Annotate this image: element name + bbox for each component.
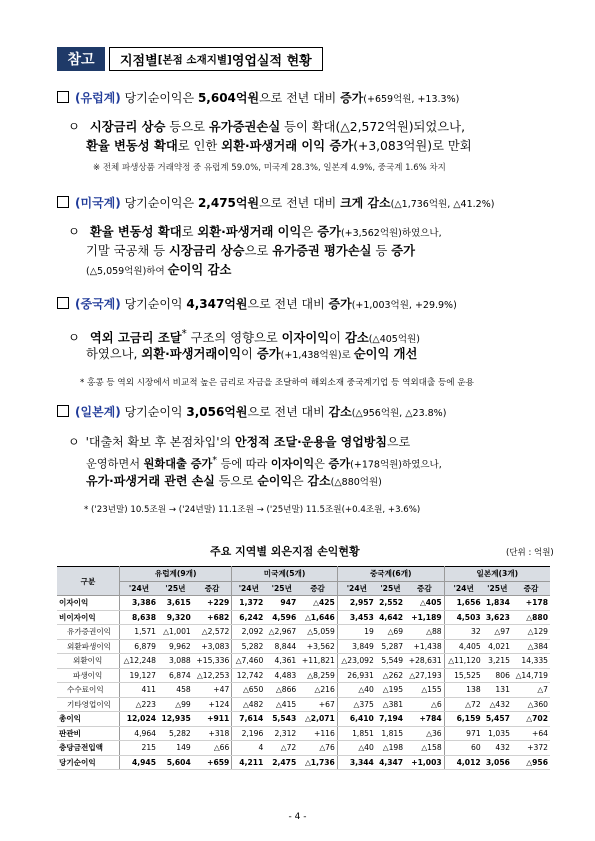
us-text: 유가증권 평가손실 — [272, 244, 372, 258]
table-cell: 2,196 — [232, 726, 265, 741]
table-unit: (단위 : 억원) — [506, 548, 554, 558]
column-subheader: 증감 — [298, 581, 337, 596]
checkbox-square-icon — [57, 297, 69, 309]
eu-text: 외환·파생거래 이익 증가 — [221, 139, 354, 153]
column-subheader: '24년 — [337, 581, 376, 596]
jp-text: 순이익 — [257, 474, 293, 488]
table-cell: △11,120 — [444, 654, 483, 669]
eu-point-1 — [68, 119, 465, 135]
group-header-cn: 중국계(6개) — [337, 567, 444, 582]
jp-text: 원화대출 증가 — [143, 457, 213, 471]
table-cell: 1,815 — [376, 726, 405, 741]
table-cell: 32 — [444, 625, 483, 640]
cn-point-1b — [86, 346, 417, 364]
table-cell: 4,211 — [232, 755, 265, 770]
table-cell: 432 — [483, 741, 512, 756]
jp-text: (△880억원) — [330, 477, 382, 488]
group-header-eu: 유럽계(9개) — [120, 567, 232, 582]
table-cell: △1,646 — [298, 610, 337, 625]
table-cell: 8,638 — [120, 610, 159, 625]
table-cell: △155 — [405, 683, 444, 698]
table-cell: △69 — [376, 625, 405, 640]
eu-direction: 증가 — [340, 91, 364, 105]
table-cell: △14,719 — [512, 668, 550, 683]
table-cell: △880 — [512, 610, 550, 625]
table-cell: 2,957 — [337, 596, 376, 611]
eu-summary — [57, 90, 459, 108]
eu-text: 로 인한 — [177, 139, 222, 153]
table-cell: △12,248 — [120, 654, 159, 669]
jp-text: 으로 — [387, 435, 411, 449]
table-cell: 2,092 — [232, 625, 265, 640]
group-header-jp: 일본계(3개) — [444, 567, 550, 582]
us-text: 은 — [301, 225, 318, 239]
eu-text: 당기순이익은 — [120, 91, 198, 105]
eu-text: 환율 변동성 확대 — [86, 139, 178, 153]
jp-text: 으로 전년 대비 — [247, 405, 329, 419]
table-cell: △360 — [512, 697, 550, 712]
cn-direction: 증가 — [328, 297, 352, 311]
us-text: 외환·파생거래 이익 — [197, 225, 302, 239]
table-cell: +3,562 — [298, 639, 337, 654]
table-cell: △12,253 — [193, 668, 232, 683]
cn-text: (+1,438억원)로 — [280, 350, 354, 361]
title-part-a: 지점별 — [120, 53, 158, 69]
cn-text: 이 — [329, 331, 345, 346]
table-cell: 3,088 — [158, 654, 193, 669]
table-cell: 971 — [444, 726, 483, 741]
column-subheader: '25년 — [158, 581, 193, 596]
table-cell: 6,874 — [158, 668, 193, 683]
table-cell: △66 — [193, 741, 232, 756]
table-cell: △97 — [483, 625, 512, 640]
table-cell: △27,193 — [405, 668, 444, 683]
us-text: 환율 변동성 확대 — [89, 225, 182, 239]
jp-direction: 감소 — [328, 405, 352, 419]
table-cell: 3,849 — [337, 639, 376, 654]
us-text: 시장금리 상승 — [169, 244, 245, 258]
table-cell: 4,361 — [265, 654, 298, 669]
table-cell: 9,962 — [158, 639, 193, 654]
table-row — [57, 625, 550, 640]
table-corner-header: 구분 — [57, 567, 120, 596]
table-cell: △7 — [512, 683, 550, 698]
table-cell: △2,967 — [265, 625, 298, 640]
cn-text: 으로 전년 대비 — [247, 297, 329, 311]
eu-text: 등으로 — [165, 120, 209, 134]
cn-text: 당기순이익 — [120, 297, 187, 311]
table-cell: △415 — [265, 697, 298, 712]
column-subheader: '24년 — [120, 581, 159, 596]
table-cell: 458 — [158, 683, 193, 698]
cn-summary — [57, 296, 457, 314]
us-amount: 2,475억원 — [197, 196, 260, 210]
column-subheader: 증감 — [193, 581, 232, 596]
cn-amount: 4,347억원 — [186, 297, 248, 311]
row-label: 비이자이익 — [57, 610, 120, 625]
table-row — [57, 683, 550, 698]
table-cell: 26,931 — [337, 668, 376, 683]
table-cell: △7,460 — [232, 654, 265, 669]
table-cell: 14,335 — [512, 654, 550, 669]
table-cell: △198 — [376, 741, 405, 756]
table-cell: 6,410 — [337, 712, 376, 727]
table-cell: 4,642 — [376, 610, 405, 625]
table-cell: 5,287 — [376, 639, 405, 654]
row-label: 유가증권이익 — [57, 625, 120, 640]
jp-point-1 — [68, 434, 410, 450]
table-cell: 3,056 — [483, 755, 512, 770]
table-cell: 138 — [444, 683, 483, 698]
table-cell: 3,623 — [483, 610, 512, 625]
table-cell: 4,483 — [265, 668, 298, 683]
table-cell: +229 — [193, 596, 232, 611]
table-row — [57, 712, 550, 727]
eu-note: ※ 전체 파생상품 거래약정 중 유럽계 59.0%, 미국계 28.3%, 일본계 4.9%, 중국계 1.6% 차지 — [93, 163, 446, 173]
title-part-b: [본점 소재지별] — [157, 53, 232, 66]
us-summary — [57, 195, 494, 213]
us-text: (△5,059억원)하여 — [86, 266, 168, 277]
cn-label: (중국계) — [75, 297, 121, 311]
table-cell: 1,834 — [483, 596, 512, 611]
us-text: 순이익 감소 — [167, 263, 232, 277]
bullet-circle-icon: ㅇ — [68, 225, 80, 239]
table-cell: △2,071 — [298, 712, 337, 727]
footnote-star: * — [212, 455, 218, 466]
table-cell: 947 — [265, 596, 298, 611]
table-cell: △956 — [512, 755, 550, 770]
table-cell: 4 — [232, 741, 265, 756]
table-cell: △40 — [337, 683, 376, 698]
table-cell: △866 — [265, 683, 298, 698]
table-cell: △432 — [483, 697, 512, 712]
table-cell: 19 — [337, 625, 376, 640]
jp-note: * ('23년말) 10.5조원 → ('24년말) 11.1조원 → ('25년말) 11.5조원(+0.4조원, +3.6%) — [84, 505, 421, 515]
profit-loss-table — [57, 566, 550, 770]
cn-text: 이자이익 — [281, 331, 330, 346]
jp-text: '대출처 확보 후 본점차입'의 — [85, 435, 235, 449]
table-cell: +28,631 — [405, 654, 444, 669]
table-cell: △76 — [298, 741, 337, 756]
table-cell: △72 — [265, 741, 298, 756]
cn-text: 하였으나, — [86, 347, 142, 361]
table-cell: +47 — [193, 683, 232, 698]
table-cell: 5,543 — [265, 712, 298, 727]
table-row — [57, 726, 550, 741]
table-cell: +116 — [298, 726, 337, 741]
us-text: 으로 — [244, 244, 273, 258]
jp-text: 등에 따라 — [217, 457, 271, 471]
eu-amount: 5,604억원 — [197, 91, 260, 105]
table-cell: 149 — [158, 741, 193, 756]
table-cell: 60 — [444, 741, 483, 756]
table-cell: 1,656 — [444, 596, 483, 611]
eu-text: (+3,083억원)로 만회 — [353, 139, 472, 153]
cn-note: * 홍콩 등 역외 시장에서 비교적 높은 금리로 자금을 조달하여 해외소재 중국계기업 등 역외대출 등에 운용 — [80, 378, 474, 388]
jp-text: (+178억원)하였으나, — [350, 459, 442, 471]
checkbox-square-icon — [57, 405, 69, 417]
table-cell: △129 — [512, 625, 550, 640]
jp-text: 은 — [314, 457, 329, 471]
title-part-c: 영업실적 현황 — [231, 53, 312, 69]
table-cell: 12,024 — [120, 712, 159, 727]
column-subheader: 증감 — [512, 581, 550, 596]
table-cell: 5,457 — [483, 712, 512, 727]
row-label: 판관비 — [57, 726, 120, 741]
table-cell: 3,453 — [337, 610, 376, 625]
table-cell: △8,259 — [298, 668, 337, 683]
table-cell: 7,194 — [376, 712, 405, 727]
table-cell: △2,572 — [193, 625, 232, 640]
table-cell: △262 — [376, 668, 405, 683]
table-cell: 3,615 — [158, 596, 193, 611]
checkbox-square-icon — [57, 91, 69, 103]
section-header — [57, 47, 323, 71]
table-cell: △23,092 — [337, 654, 376, 669]
table-row — [57, 755, 550, 770]
table-cell: △223 — [120, 697, 159, 712]
section-title — [109, 47, 323, 71]
table-cell: 4,012 — [444, 755, 483, 770]
table-cell: △1,001 — [158, 625, 193, 640]
table-cell: +124 — [193, 697, 232, 712]
table-cell: 12,742 — [232, 668, 265, 683]
table-cell: △381 — [376, 697, 405, 712]
table-cell: 215 — [120, 741, 159, 756]
table-cell: 2,552 — [376, 596, 405, 611]
table-cell: 5,282 — [232, 639, 265, 654]
table-cell: △425 — [298, 596, 337, 611]
cn-point-1 — [68, 326, 420, 348]
group-header-us: 미국계(5개) — [232, 567, 338, 582]
table-cell: 1,372 — [232, 596, 265, 611]
us-point-1 — [68, 224, 442, 242]
bullet-circle-icon: ㅇ — [68, 120, 80, 134]
table-cell: 1,571 — [120, 625, 159, 640]
table-cell: △650 — [232, 683, 265, 698]
table-cell: △88 — [405, 625, 444, 640]
row-label: 총이익 — [57, 712, 120, 727]
row-label: 이자이익 — [57, 596, 120, 611]
table-row — [57, 697, 550, 712]
us-point-1c — [86, 262, 231, 280]
table-cell: +67 — [298, 697, 337, 712]
table-cell: 6,879 — [120, 639, 159, 654]
jp-text: 이자이익 — [270, 457, 315, 471]
row-label: 기타영업이익 — [57, 697, 120, 712]
jp-text: 증가 — [328, 457, 351, 471]
footnote-star: * — [181, 328, 187, 340]
table-cell: +372 — [512, 741, 550, 756]
table-cell: 2,475 — [265, 755, 298, 770]
jp-change: (△956억원, △23.8%) — [351, 408, 447, 419]
table-cell: 15,525 — [444, 668, 483, 683]
table-cell: +1,003 — [405, 755, 444, 770]
row-label: 충당금전입액 — [57, 741, 120, 756]
table-cell: 4,347 — [376, 755, 405, 770]
page-number: - 4 - — [288, 812, 307, 822]
us-text: (+3,562억원)하였으나, — [340, 228, 442, 239]
table-cell: 3,386 — [120, 596, 159, 611]
cn-text: 구조의 영향으로 — [186, 331, 282, 346]
table-cell: 1,851 — [337, 726, 376, 741]
table-cell: 6,159 — [444, 712, 483, 727]
jp-text: 은 — [292, 474, 308, 488]
us-change: (△1,736억원, △41.2%) — [390, 199, 495, 210]
eu-change: (+659억원, +13.3%) — [363, 94, 460, 105]
row-label: 당기순이익 — [57, 755, 120, 770]
table-cell: 8,844 — [265, 639, 298, 654]
cn-text: 이 — [241, 347, 257, 361]
table-cell: +11,821 — [298, 654, 337, 669]
eu-label: (유럽계) — [75, 91, 121, 105]
cn-change: (+1,003억원, +29.9%) — [351, 300, 457, 311]
bullet-circle-icon: ㅇ — [68, 331, 80, 346]
table-cell: 2,312 — [265, 726, 298, 741]
jp-text: 당기순이익 — [120, 405, 187, 419]
column-subheader: '25년 — [483, 581, 512, 596]
jp-text: 유가·파생거래 관련 손실 — [86, 474, 215, 488]
table-cell: +318 — [193, 726, 232, 741]
us-direction: 크게 감소 — [340, 196, 391, 210]
table-cell: 4,405 — [444, 639, 483, 654]
table-cell: 19,127 — [120, 668, 159, 683]
eu-point-1b — [86, 138, 472, 154]
eu-text: 시장금리 상승 — [89, 120, 166, 134]
us-point-1b — [86, 243, 415, 259]
table-cell: +64 — [512, 726, 550, 741]
table-cell: 1,035 — [483, 726, 512, 741]
table-cell: △6 — [405, 697, 444, 712]
table-cell: 6,242 — [232, 610, 265, 625]
table-cell: △375 — [337, 697, 376, 712]
table-row — [57, 610, 550, 625]
table-cell: △99 — [158, 697, 193, 712]
table-cell: +784 — [405, 712, 444, 727]
table-cell: 4,964 — [120, 726, 159, 741]
cn-text: 순이익 개선 — [353, 347, 418, 361]
row-label: 외환이익 — [57, 654, 120, 669]
eu-text: 유가증권손실 — [208, 120, 281, 134]
table-cell: 12,935 — [158, 712, 193, 727]
table-cell: △72 — [444, 697, 483, 712]
table-cell: △216 — [298, 683, 337, 698]
bullet-circle-icon: ㅇ — [68, 435, 80, 449]
table-cell: △40 — [337, 741, 376, 756]
us-label: (미국계) — [75, 196, 121, 210]
table-cell: 5,549 — [376, 654, 405, 669]
column-subheader: '24년 — [444, 581, 483, 596]
table-cell: △384 — [512, 639, 550, 654]
reference-tag: 참고 — [57, 47, 105, 71]
table-cell: +1,438 — [405, 639, 444, 654]
table-cell: 4,503 — [444, 610, 483, 625]
table-cell: +15,336 — [193, 654, 232, 669]
column-subheader: 증감 — [405, 581, 444, 596]
table-cell: △158 — [405, 741, 444, 756]
table-cell: 3,344 — [337, 755, 376, 770]
table-cell: △36 — [405, 726, 444, 741]
table-row — [57, 668, 550, 683]
table-row — [57, 596, 550, 611]
table-cell: +178 — [512, 596, 550, 611]
jp-text: 등으로 — [214, 474, 258, 488]
us-text: 로 — [181, 225, 198, 239]
us-text: 증가 — [317, 225, 341, 239]
table-cell: +659 — [193, 755, 232, 770]
table-cell: +911 — [193, 712, 232, 727]
table-row — [57, 639, 550, 654]
table-row — [57, 741, 550, 756]
table-cell: △405 — [405, 596, 444, 611]
table-cell: △482 — [232, 697, 265, 712]
jp-label: (일본계) — [75, 405, 121, 419]
table-cell: 5,282 — [158, 726, 193, 741]
eu-text: 으로 전년 대비 — [259, 91, 341, 105]
row-label: 파생이익 — [57, 668, 120, 683]
column-subheader: '25년 — [376, 581, 405, 596]
table-cell: 131 — [483, 683, 512, 698]
us-text: 증가 — [391, 244, 416, 258]
jp-text: 감소 — [307, 474, 331, 488]
table-row — [57, 654, 550, 669]
row-label: 외환파생이익 — [57, 639, 120, 654]
table-cell: 7,614 — [232, 712, 265, 727]
eu-text: 등이 확대(△2,572억원)되었으나, — [280, 120, 465, 134]
cn-text: 증가 — [256, 347, 281, 361]
jp-text: 안정적 조달·운용을 영업방침 — [234, 435, 387, 449]
column-subheader: '25년 — [265, 581, 298, 596]
table-cell: 3,215 — [483, 654, 512, 669]
table-cell: 806 — [483, 668, 512, 683]
column-subheader: '24년 — [232, 581, 265, 596]
row-label: 수수료이익 — [57, 683, 120, 698]
table-cell: △195 — [376, 683, 405, 698]
table-cell: 411 — [120, 683, 159, 698]
jp-point-1c — [86, 473, 382, 491]
us-text: 으로 전년 대비 — [259, 196, 341, 210]
table-cell: 9,320 — [158, 610, 193, 625]
cn-text: 감소 — [344, 331, 369, 346]
table-cell: △5,059 — [298, 625, 337, 640]
us-text: 당기순이익은 — [120, 196, 198, 210]
us-text: 기말 국공채 등 — [86, 244, 169, 258]
table-cell: 4,945 — [120, 755, 159, 770]
cn-text: (△405억원) — [368, 334, 420, 346]
table-cell: △1,736 — [298, 755, 337, 770]
table-cell: 5,604 — [158, 755, 193, 770]
jp-point-1b — [86, 453, 442, 474]
jp-amount: 3,056억원 — [186, 405, 248, 419]
table-cell: +1,189 — [405, 610, 444, 625]
table-cell: +682 — [193, 610, 232, 625]
cn-text: 역외 고금리 조달 — [89, 331, 182, 346]
checkbox-square-icon — [57, 196, 69, 208]
jp-summary — [57, 404, 446, 422]
cn-text: 외환·파생거래이익 — [141, 347, 242, 361]
us-text: 등 — [371, 244, 392, 258]
table-title: 주요 지역별 외은지점 손익현황 — [210, 545, 360, 558]
table-cell: △702 — [512, 712, 550, 727]
table-cell: 4,596 — [265, 610, 298, 625]
jp-text: 운영하면서 — [86, 457, 144, 471]
table-cell: +3,083 — [193, 639, 232, 654]
table-cell: 4,021 — [483, 639, 512, 654]
